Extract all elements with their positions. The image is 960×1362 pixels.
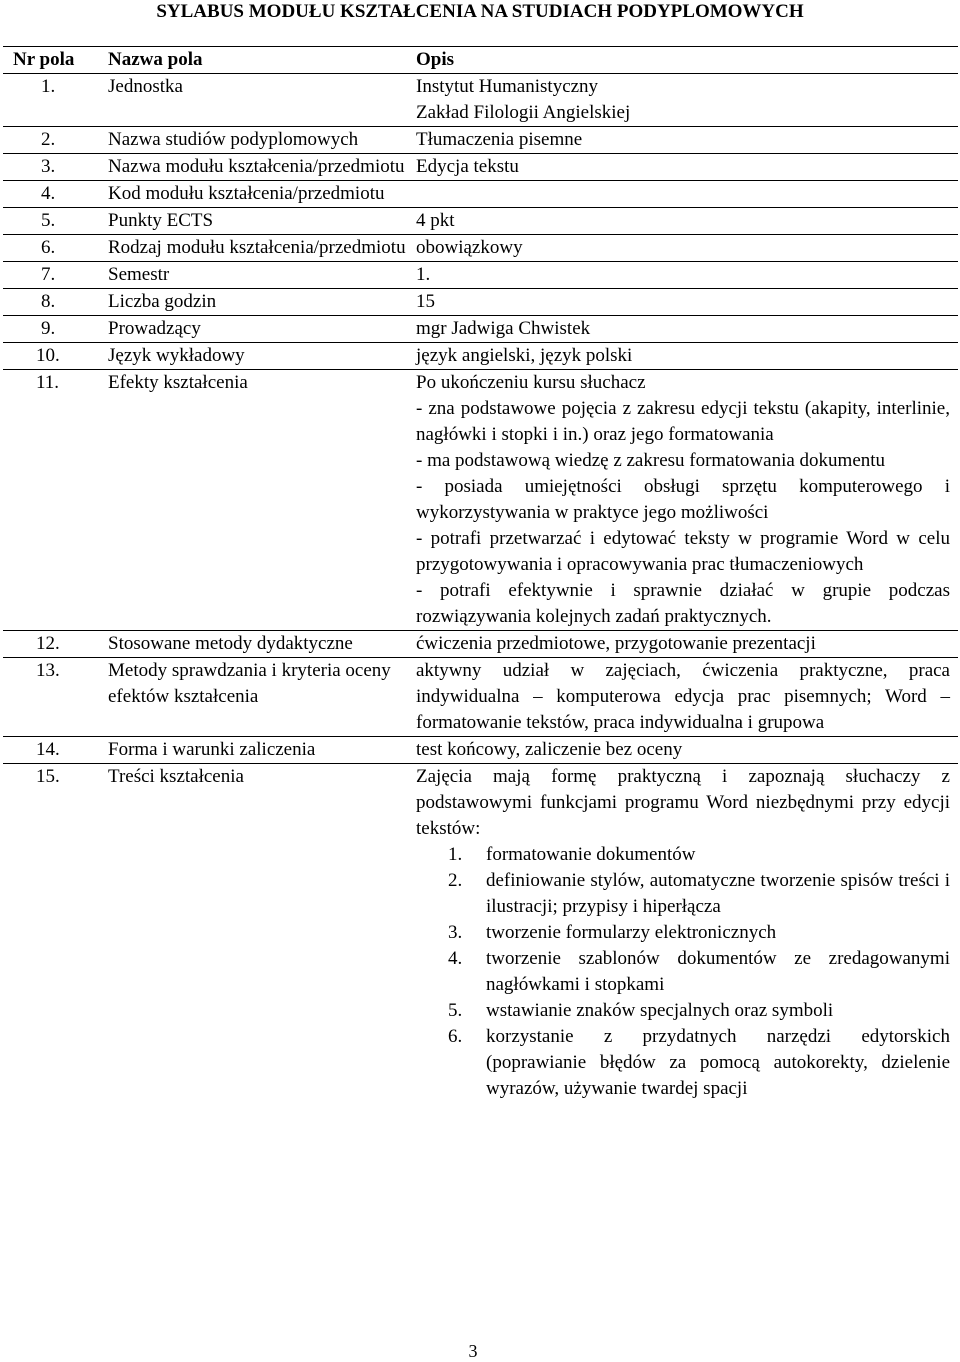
description-line: język angielski, język polski: [416, 345, 633, 366]
field-description: [411, 154, 958, 181]
description-line: - potrafi efektywnie i sprawnie działać w grupie podczas rozwiązywania kolejnych zadań praktycznych.: [416, 580, 950, 627]
list-item-number: 6.: [448, 1026, 463, 1047]
description-line: 1.: [416, 264, 431, 285]
field-name: Język wykładowy: [103, 343, 411, 370]
list-item-text: tworzenie szablonów dokumentów ze zredagowanymi nagłówkami i stopkami: [486, 948, 950, 995]
list-item-number: 5.: [448, 1000, 463, 1021]
field-name: Forma i warunki zaliczenia: [103, 737, 411, 764]
table-row: [3, 235, 958, 262]
field-number: 3.: [3, 154, 103, 181]
page-number: 3: [468, 1341, 478, 1361]
list-item: [448, 868, 950, 920]
field-number: 7.: [3, 262, 103, 289]
field-number: 8.: [3, 289, 103, 316]
description-line: Po ukończeniu kursu słuchacz: [416, 372, 646, 393]
field-description: [411, 262, 958, 289]
field-description: [411, 343, 958, 370]
field-name: Treści kształcenia: [103, 764, 411, 1103]
list-item: [448, 1024, 950, 1102]
field-name: Metody sprawdzania i kryteria oceny efektów kształcenia: [103, 658, 411, 737]
field-name: Jednostka: [103, 74, 411, 127]
table-row: [3, 289, 958, 316]
description-line: - ma podstawową wiedzę z zakresu formatowania dokumentu: [416, 450, 886, 471]
list-item: [448, 920, 950, 946]
list-item: [448, 946, 950, 998]
table-header-row: [3, 47, 958, 74]
field-description: [411, 74, 958, 127]
field-description: [411, 370, 958, 631]
field-name: Nazwa modułu kształcenia/przedmiotu: [103, 154, 411, 181]
field-description: [411, 658, 958, 737]
field-name: Kod modułu kształcenia/przedmiotu: [103, 181, 411, 208]
list-item-number: 2.: [448, 870, 463, 891]
header-name: Nazwa pola: [103, 47, 411, 74]
description-line: aktywny udział w zajęciach, ćwiczenia praktyczne, praca indywidualna – komputerowa edycja prac pisemnych; Word – formatowanie tekstów, praca indywidualna i grupowa: [416, 660, 950, 733]
field-number: 1.: [3, 74, 103, 127]
field-name: Prowadzący: [103, 316, 411, 343]
field-description: [411, 631, 958, 658]
topics-list: [416, 842, 950, 1102]
field-number: 13.: [3, 658, 103, 737]
field-name: Semestr: [103, 262, 411, 289]
field-name: Punkty ECTS: [103, 208, 411, 235]
description-line: - potrafi przetwarzać i edytować teksty w programie Word w celu przygotowywania i opracowywania prac tłumaczeniowych: [416, 528, 950, 575]
table-row: [3, 181, 958, 208]
field-number: 14.: [3, 737, 103, 764]
description-line: - zna podstawowe pojęcia z zakresu edycji tekstu (akapity, interlinie, nagłówki i stopki i in.) oraz jego formatowania: [416, 398, 950, 445]
table-row: [3, 343, 958, 370]
field-description: [411, 764, 958, 1103]
description-line: mgr Jadwiga Chwistek: [416, 318, 591, 339]
description-line: Zakład Filologii Angielskiej: [416, 102, 631, 123]
table-row: [3, 316, 958, 343]
field-name: Stosowane metody dydaktyczne: [103, 631, 411, 658]
table-body: [3, 74, 958, 1103]
field-name: Nazwa studiów podyplomowych: [103, 127, 411, 154]
list-item-text: formatowanie dokumentów: [486, 844, 696, 865]
field-number: 9.: [3, 316, 103, 343]
field-number: 6.: [3, 235, 103, 262]
table-row: [3, 737, 958, 764]
table-row: [3, 262, 958, 289]
description-line: Instytut Humanistyczny: [416, 76, 599, 97]
list-item-text: definiowanie stylów, automatyczne tworzenie spisów treści i ilustracji; przypisy i hiperłącza: [486, 870, 950, 917]
list-item-number: 1.: [448, 844, 463, 865]
field-name: Liczba godzin: [103, 289, 411, 316]
table-row: [3, 74, 958, 127]
table-row: [3, 658, 958, 737]
list-item-text: wstawianie znaków specjalnych oraz symboli: [486, 1000, 834, 1021]
field-number: 10.: [3, 343, 103, 370]
field-description: [411, 235, 958, 262]
field-name: Rodzaj modułu kształcenia/przedmiotu: [103, 235, 411, 262]
table-row: [3, 208, 958, 235]
field-number: 11.: [3, 370, 103, 631]
table-row: [3, 127, 958, 154]
list-item-text: tworzenie formularzy elektronicznych: [486, 922, 777, 943]
header-desc: Opis: [411, 47, 958, 74]
description-line: Tłumaczenia pisemne: [416, 129, 583, 150]
field-description: [411, 208, 958, 235]
field-number: 5.: [3, 208, 103, 235]
field-number: 15.: [3, 764, 103, 1103]
description-line: 15: [416, 291, 435, 312]
field-description: [411, 181, 958, 208]
field-description: [411, 737, 958, 764]
list-item: [448, 998, 950, 1024]
list-item-number: 4.: [448, 948, 463, 969]
description-line: - posiada umiejętności obsługi sprzętu komputerowego i wykorzystywania w praktyce jego możliwości: [416, 476, 950, 523]
table-row: [3, 370, 958, 631]
description-line: obowiązkowy: [416, 237, 523, 258]
list-item-number: 3.: [448, 922, 463, 943]
description-line: 4 pkt: [416, 210, 455, 231]
description-line: test końcowy, zaliczenie bez oceny: [416, 739, 683, 760]
table-row: [3, 154, 958, 181]
field-name: Efekty kształcenia: [103, 370, 411, 631]
field-description: [411, 127, 958, 154]
list-item-text: korzystanie z przydatnych narzędzi edytorskich (poprawianie błędów za pomocą autokorekty, dzielenie wyrazów, używanie twardej spacji: [486, 1026, 950, 1099]
field-number: 4.: [3, 181, 103, 208]
syllabus-table: [3, 46, 958, 1102]
description-line: ćwiczenia przedmiotowe, przygotowanie prezentacji: [416, 633, 816, 654]
table-row: [3, 631, 958, 658]
header-nr: Nr pola: [3, 47, 103, 74]
field-number: 2.: [3, 127, 103, 154]
list-item: [448, 842, 950, 868]
field-description: [411, 316, 958, 343]
description-line: Edycja tekstu: [416, 156, 519, 177]
description-line: Zajęcia mają formę praktyczną i zapoznają słuchaczy z podstawowymi funkcjami programu Word niezbędnymi przy edycji tekstów:: [416, 766, 950, 839]
field-number: 12.: [3, 631, 103, 658]
table-row: [3, 764, 958, 1103]
field-description: [411, 289, 958, 316]
document-title: SYLABUS MODUŁU KSZTAŁCENIA NA STUDIACH PODYPLOMOWYCH: [156, 1, 804, 22]
